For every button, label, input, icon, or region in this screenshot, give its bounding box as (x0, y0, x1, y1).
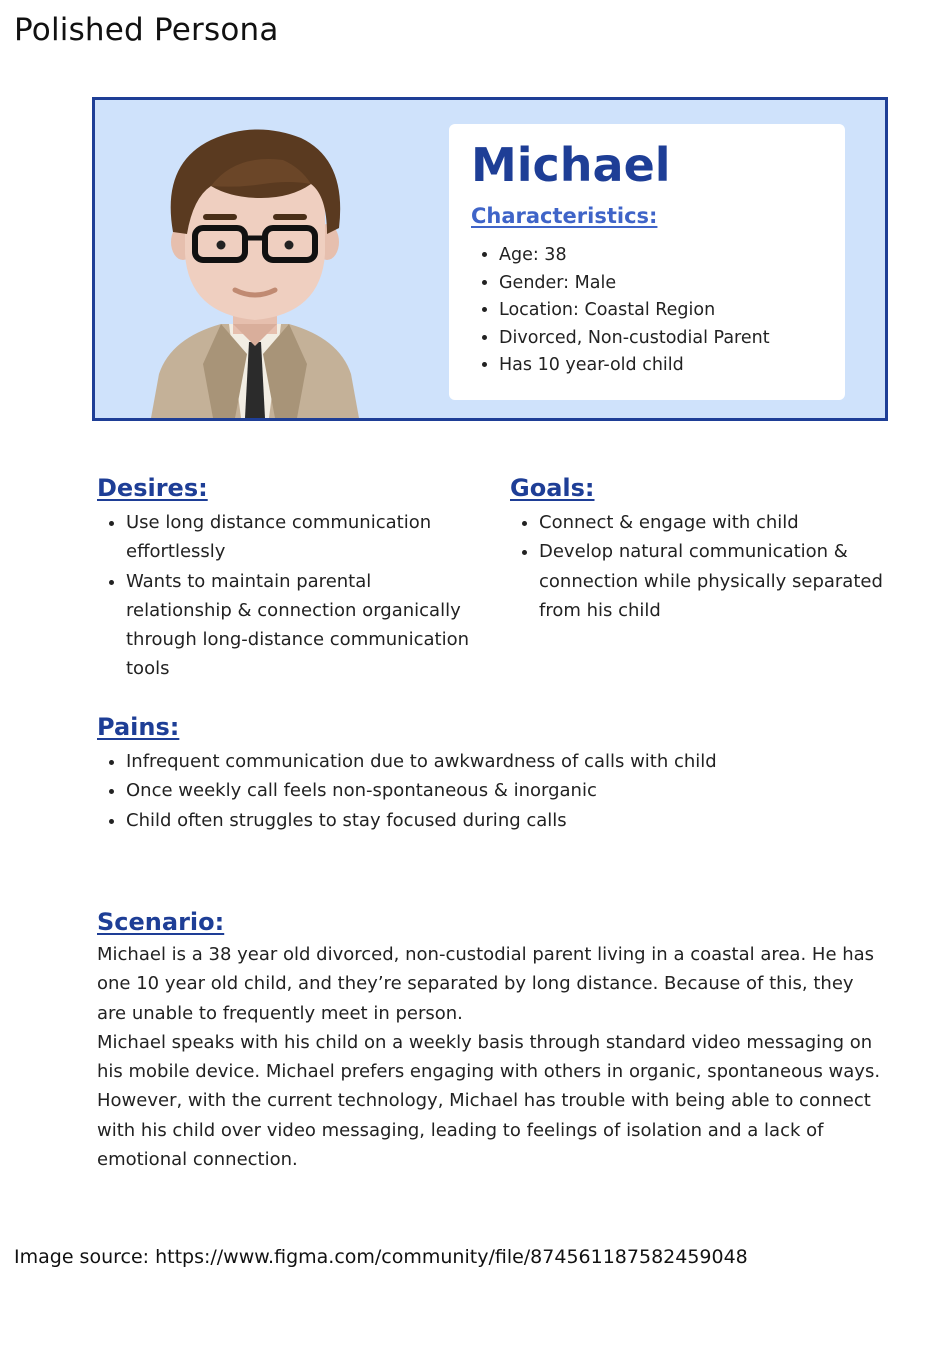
characteristics-heading: Characteristics: (471, 204, 658, 228)
list-item: • Wants to maintain parental relationship & connection organically through long-distance communication tools (126, 567, 477, 684)
desires-heading: Desires: (97, 474, 208, 502)
list-item: • Divorced, Non-custodial Parent (499, 325, 770, 353)
persona-avatar-illustration (151, 124, 359, 418)
list-item: • Location: Coastal Region (499, 297, 770, 325)
list-item: • Child often struggles to stay focused during calls (126, 806, 877, 835)
goals-section (510, 474, 890, 625)
desires-section (97, 474, 477, 684)
list-item: • Gender: Male (499, 270, 770, 298)
pains-list (97, 747, 877, 835)
persona-info-card (449, 124, 845, 400)
pains-heading: Pains: (97, 713, 180, 741)
list-item: • Has 10 year-old child (499, 352, 770, 380)
goals-heading: Goals: (510, 474, 595, 502)
list-item: • Develop natural communication & connection while physically separated from his child (539, 537, 890, 625)
scenario-heading: Scenario: (97, 908, 225, 936)
page-title: Polished Persona (14, 12, 279, 48)
scenario-section (97, 908, 887, 1174)
list-item: • Connect & engage with child (539, 508, 890, 537)
list-item: • Infrequent communication due to awkwardness of calls with child (126, 747, 877, 776)
image-source-caption: Image source: https://www.figma.com/community/file/874561187582459048 (14, 1246, 748, 1268)
persona-header-panel (92, 97, 888, 421)
desires-list (97, 508, 477, 684)
pains-section (97, 713, 877, 835)
scenario-paragraph: Michael is a 38 year old divorced, non-custodial parent living in a coastal area. He has one 10 year old child, and they’re separated by long distance. Because of this, they are unable to frequently meet in person. (97, 944, 875, 1024)
goals-list (510, 508, 890, 625)
persona-name: Michael (471, 138, 671, 192)
list-item: • Age: 38 (499, 242, 770, 270)
scenario-paragraph: Michael speaks with his child on a weekly basis through standard video messaging on his mobile device. Michael prefers engaging with others in organic, spontaneous ways. However, with the current technology, Michael has trouble with being able to connect with his child over video messaging, leading to feelings of isolation and a lack of emotional connection. (97, 1031, 881, 1171)
list-item: • Once weekly call feels non-spontaneous & inorganic (126, 776, 877, 805)
list-item: • Use long distance communication effortlessly (126, 508, 477, 567)
characteristics-list (471, 242, 770, 380)
